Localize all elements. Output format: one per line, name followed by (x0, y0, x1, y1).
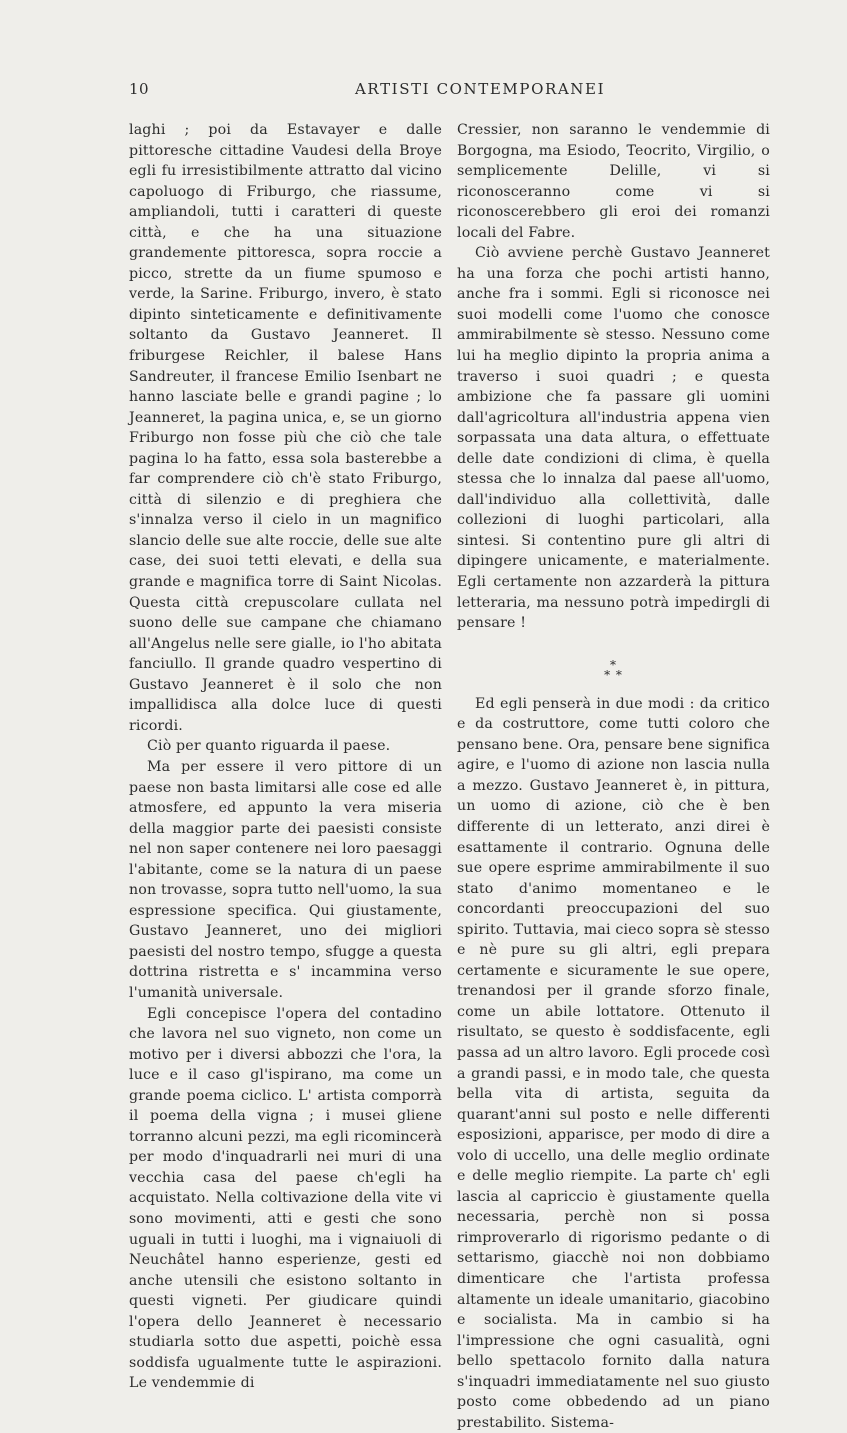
left-column (129, 120, 442, 1394)
separator-stars: * * (604, 667, 623, 682)
paragraph: Cressier, non saranno le vendemmie di Borgogna, ma Esiodo, Teocrito, Virgilio, o semplicemente Delille, vi si riconosceranno come vi si riconoscerebbero gli eroi dei romanzi locali del Fabre. (457, 122, 770, 241)
paragraph: Egli concepisce l'opera del contadino che lavora nel suo vigneto, non come un motivo per i diversi abbozzi che l'ora, la luce e il caso gl'ispirano, ma come un grande poema ciclico. L' artista comporrà il poema della vigna ; i musei gliene torranno alcuni pezzi, ma egli ricomincerà per modo d'inquadrarli nei muri di una vecchia casa del paese ch'egli ha acquistato. Nella coltivazione della vite vi sono movimenti, atti e gesti che sono uguali in tutti i luoghi, ma i vignaiuoli di Neuchâtel hanno esperienze, gesti ed anche utensili che esistono soltanto in questi vigneti. Per giudicare quindi l'opera dello Jeanneret è necessario studiarla sotto due aspetti, poichè essa soddisfa ugualmente tutte le aspirazioni. Le vendemmie di (129, 1005, 442, 1392)
paragraph: Ed egli penserà in due modi : da critico e da costruttore, come tutti coloro che pensano bene. Ora, pensare bene significa agire, e l'uomo di azione non lascia nulla a mezzo. Gustavo Jeanneret è, in pittura, un uomo di azione, ciò che è ben differente di un letterato, anzi direi è esattamente il contrario. Ognuna delle sue opere esprime ammirabilmente il suo stato d'animo momentaneo e le concordanti preoccupazioni del suo spirito. Tuttavia, mai cieco sopra sè stesso e nè pure su gli altri, egli prepara certamente e sicuramente le sue opere, trenandosi per il grande sforzo finale, come un abile lottatore. Ottenuto il risultato, se questo è soddisfacente, egli passa ad un altro lavoro. Egli procede così a grandi passi, e in modo tale, che questa bella vita di artista, seguita da quarant'anni sul posto e nelle differenti esposizioni, apparisce, per modo di dire a volo di uccello, una delle meglio ordinate e delle meglio riempite. La parte ch' egli lascia al capriccio è giustamente quella necessaria, perchè non si possa rimproverarlo di rigorismo pedante o di settarismo, giacchè noi non dobbiamo dimenticare che l'artista professa altamente un ideale umanitario, giacobino e socialista. Ma in cambio si ha l'impressione che ogni casualità, ogni bello spettacolo fornito dalla natura s'inquadri immediatamente nel suo giusto posto come obbedendo ad un piano prestabilito. Sistema- (457, 695, 770, 1431)
running-title: ARTISTI CONTEMPORANEI (355, 80, 606, 98)
paragraph: Ciò avviene perchè Gustavo Jeanneret ha una forza che pochi artisti hanno, anche fra i sommi. Egli si riconosce nei suoi modelli come l'uomo che conosce ammirabilmente sè stesso. Nessuno come lui ha meglio dipinto la propria anima a traverso i suoi quadri ; e questa ambizione che fa passare gli uomini dall'agricoltura all'industria appena vien sorpassata una data altura, o effettuate delle date condizioni di clima, è quella stessa che lo innalza dal paese all'uomo, dall'individuo alla collettività, dalle collezioni di luoghi particolari, alla sintesi. Si contentino pure gli altri di dipingere unicamente, e materialmente. Egli certamente non azzarderà la pittura letteraria, ma nessuno potrà impedirgli di pensare ! (457, 245, 770, 632)
section-separator (457, 634, 770, 694)
right-column (457, 120, 770, 1433)
paragraph: laghi ; poi da Estavayer e dalle pittoresche cittadine Vaudesi della Broye egli fu irresistibilmente attratto dal vicino capoluogo di Friburgo, che riassume, ampliandoli, tutti i caratteri di queste città, e che ha una situazione grandemente pittoresca, sopra roccie a picco, strette da un fiume spumoso e verde, la Sarine. Friburgo, invero, è stato dipinto sinteticamente e definitivamente soltanto da Gustavo Jeanneret. Il friburgese Reichler, il balese Hans Sandreuter, il francese Emilio Isenbart ne hanno lasciate belle e grandi pagine ; lo Jeanneret, la pagina unica, e, se un giorno Friburgo non fosse più che ciò che tale pagina lo ha fatto, essa sola basterebbe a far comprendere ciò ch'è stato Friburgo, città di silenzio e di preghiera che s'innalza verso il cielo in un magnifico slancio delle sue alte roccie, delle sue alte case, dei suoi tetti elevati, e della sua grande e magnifica torre di Saint Nicolas. Questa città crepuscolare cullata nel suono delle sue campane che chiamano all'Angelus nelle sere gialle, io l'ho abitata fanciullo. Il grande quadro vespertino di Gustavo Jeanneret è il solo che non impallidisca alla dolce luce di questi ricordi. (129, 122, 442, 734)
paragraph: Ciò per quanto riguarda il paese. (147, 738, 391, 755)
page-number: 10 (129, 80, 150, 98)
separator-star: * (610, 657, 617, 672)
paragraph: Ma per essere il vero pittore di un paese non basta limitarsi alle cose ed alle atmosfere, ed appunto la vera miseria della maggior parte dei paesisti consiste nel non saper contenere nei loro paesaggi l'abitante, come se la natura di un paese non trovasse, sopra tutto nell'uomo, la sua espressione specifica. Qui giustamente, Gustavo Jeanneret, uno dei migliori paesisti del nostro tempo, sfugge a questa dottrina ristretta e s' incammina verso l'umanità universale. (129, 758, 442, 1001)
